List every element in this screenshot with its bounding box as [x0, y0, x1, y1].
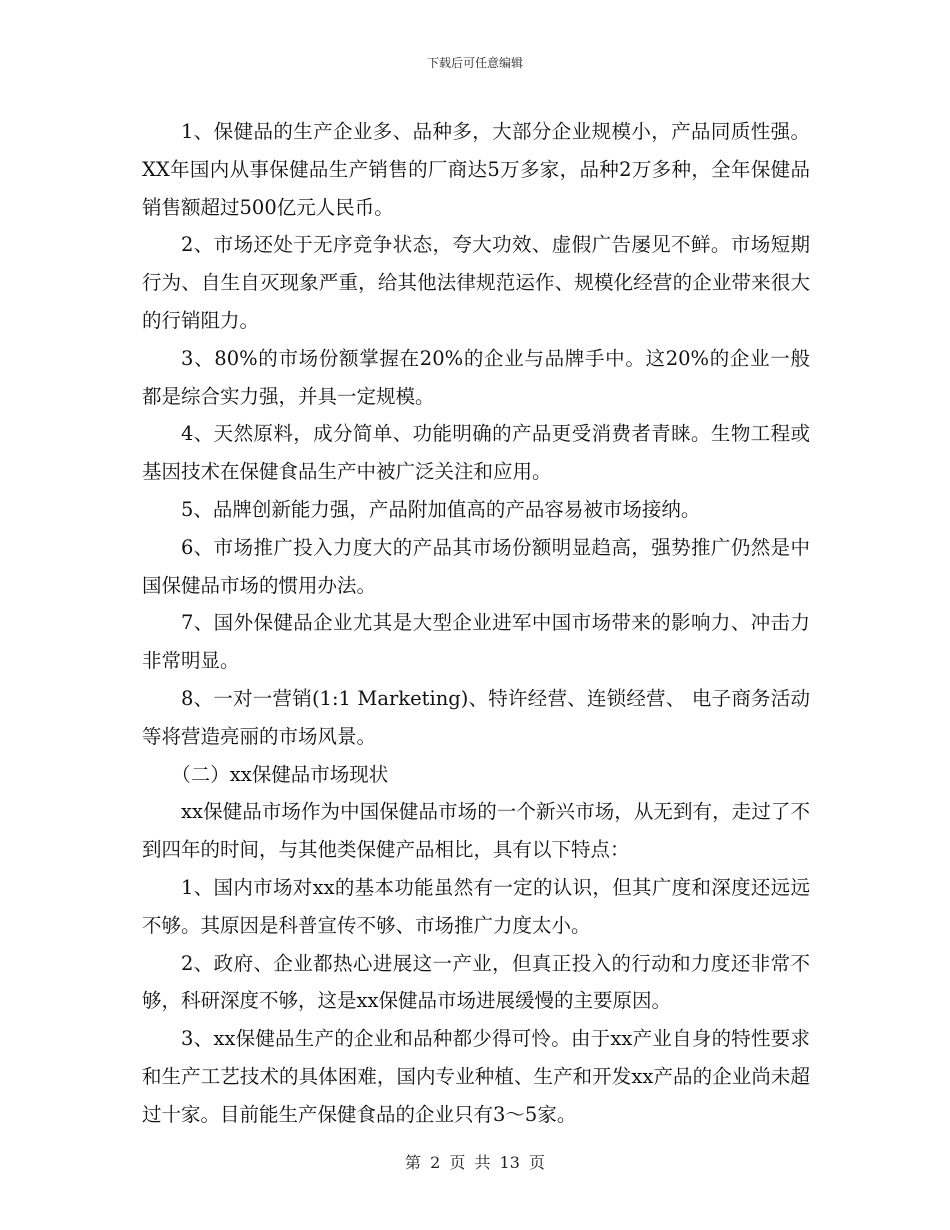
paragraph-1: 1、保健品的生产企业多、品种多，大部分企业规模小，产品同质性强。XX年国内从事保健品生产销售的厂商达5万多家，品种2万多种，全年保健品销售额超过500亿元人民币。: [142, 120, 810, 219]
page-number: 第 2 页 共 13 页: [405, 1153, 545, 1172]
paragraph-3: 3、80%的市场份额掌握在20%的企业与品牌手中。这20%的企业一般都是综合实力强，并具一定规模。: [142, 346, 810, 408]
paragraph-4: 4、天然原料，成分简单、功能明确的产品更受消费者青睐。生物工程或基因技术在保健食品生产中被广泛关注和应用。: [142, 422, 810, 484]
paragraph-5: 5、品牌创新能力强，产品附加值高的产品容易被市场接纳。: [181, 497, 701, 521]
paragraph-2: 2、市场还处于无序竞争状态，夸大功效、虚假广告屡见不鲜。市场短期行为、自生自灭现象严重，给其他法律规范运作、规模化经营的企业带来很大的行销阻力。: [142, 233, 810, 332]
document-body: [142, 113, 810, 1134]
paragraph-feature-3: 3、xx保健品生产的企业和品种都少得可怜。由于xx产业自身的特性要求和生产工艺技术的具体困难，国内专业种植、生产和开发xx产品的企业尚未超过十家。目前能生产保健食品的企业只有3～5家。: [142, 1027, 810, 1126]
paragraph-7: 7、国外保健品企业尤其是大型企业进军中国市场带来的影响力、冲击力非常明显。: [142, 611, 810, 673]
page-header-note: 下载后可任意编辑: [426, 56, 523, 70]
section-heading: （二）xx保健品市场现状: [171, 762, 389, 786]
paragraph-feature-1: 1、国内市场对xx的基本功能虽然有一定的认识，但其广度和深度还远远不够。其原因是科普宣传不够、市场推广力度太小。: [142, 875, 810, 937]
paragraph-intro: xx保健品市场作为中国保健品市场的一个新兴市场，从无到有，走过了不到四年的时间，与其他类保健产品相比，具有以下特点：: [142, 800, 810, 862]
paragraph-8: 8、一对一营销(1:1 Marketing)、特许经营、连锁经营、 电子商务活动等将营造亮丽的市场风景。: [142, 686, 810, 748]
paragraph-feature-2: 2、政府、企业都热心进展这一产业，但真正投入的行动和力度还非常不够，科研深度不够，这是xx保健品市场进展缓慢的主要原因。: [142, 951, 810, 1013]
paragraph-6: 6、市场推广投入力度大的产品其市场份额明显趋高，强势推广仍然是中国保健品市场的惯用办法。: [142, 535, 810, 597]
